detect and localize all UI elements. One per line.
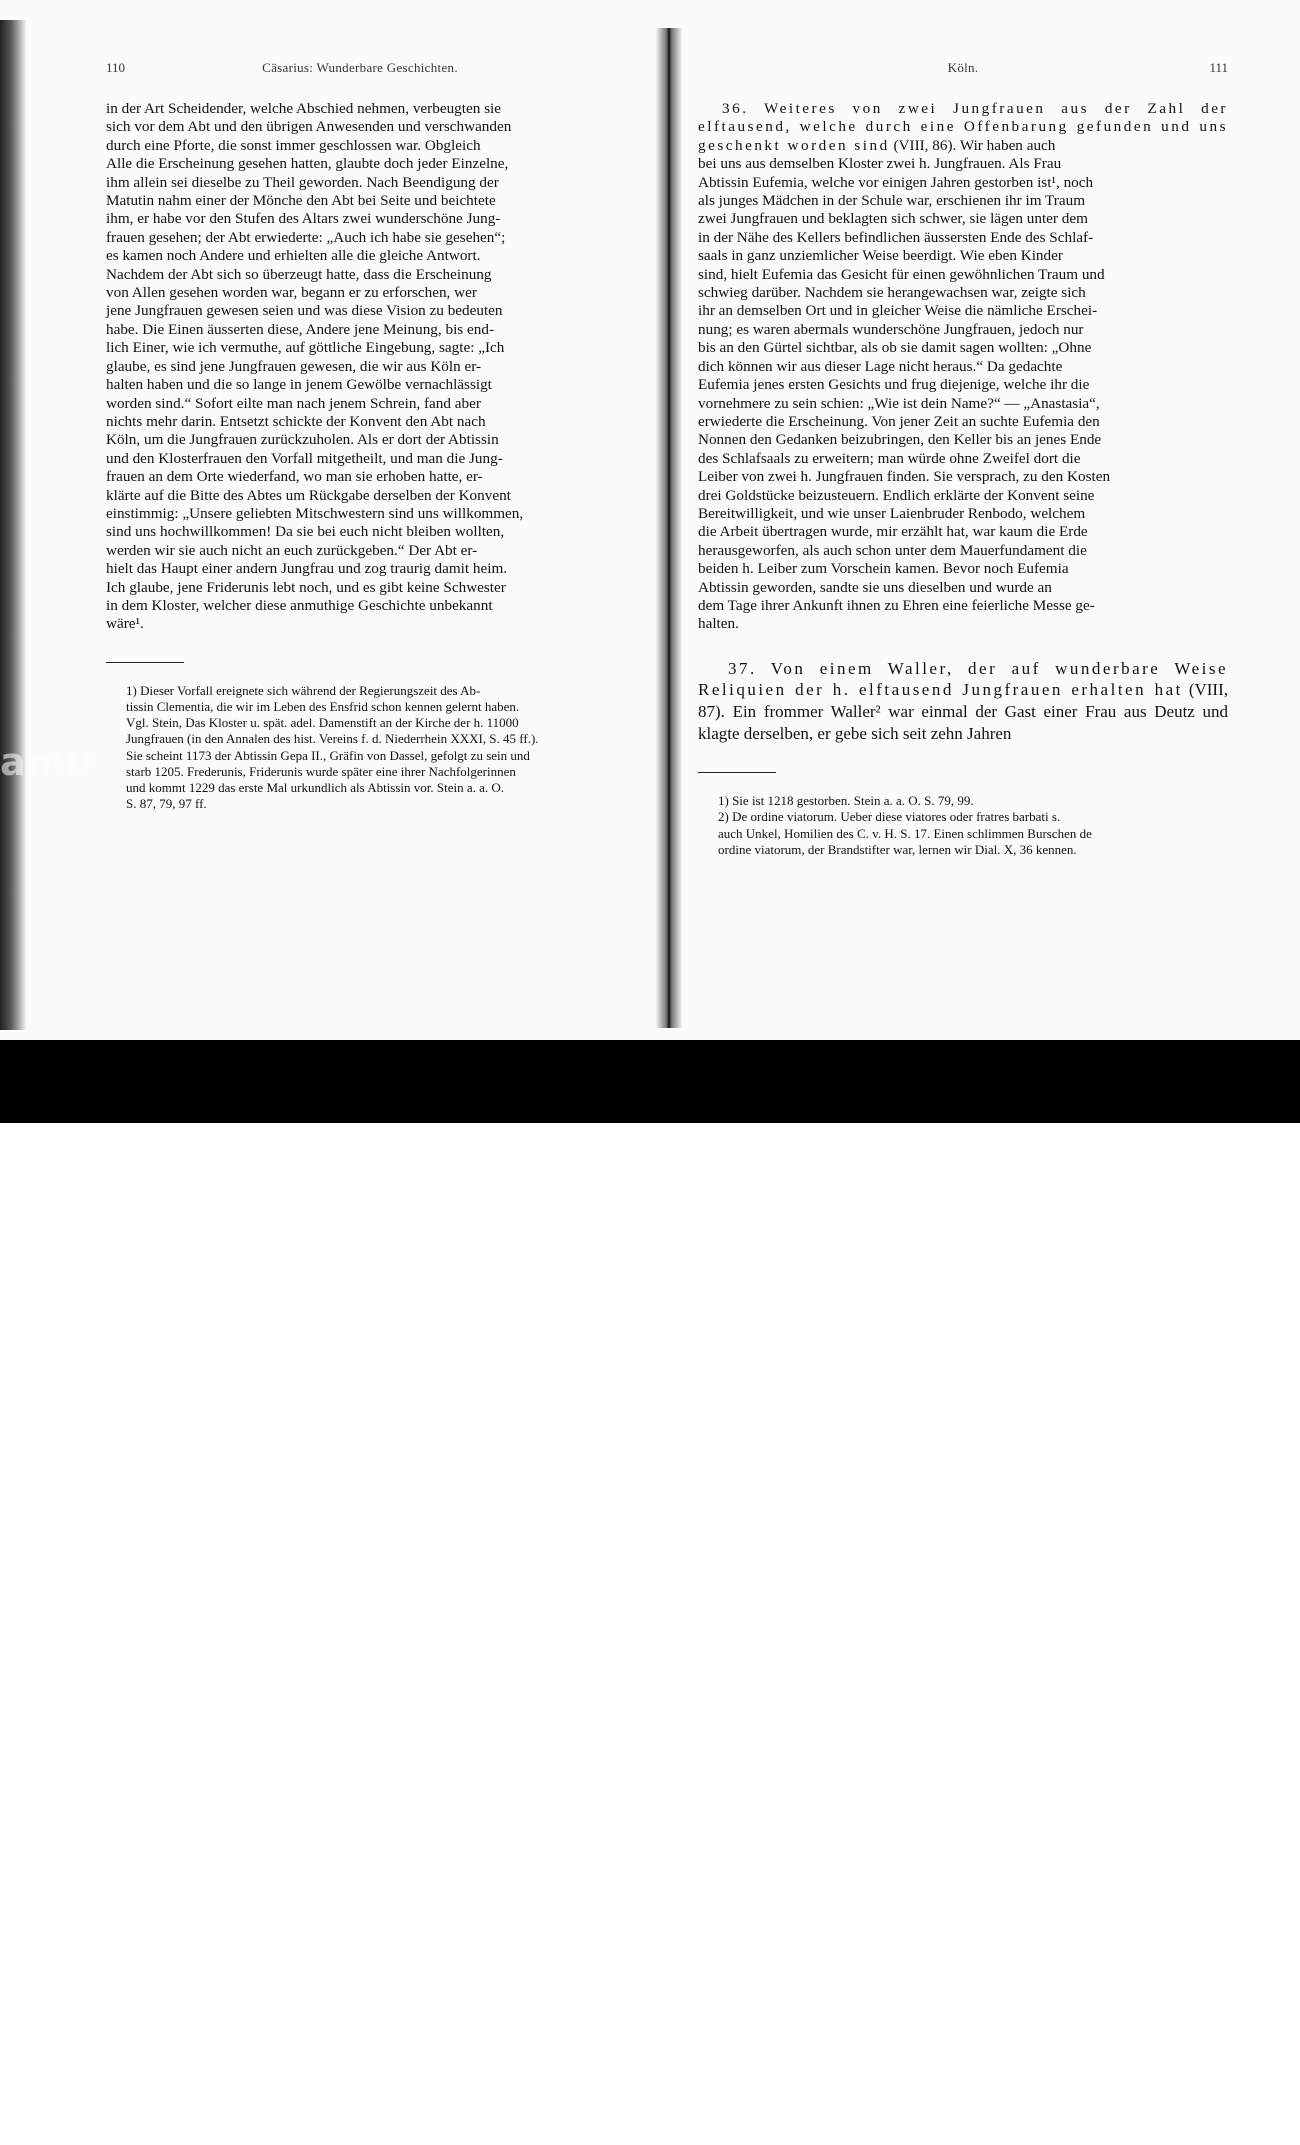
text-line: Köln, um die Jungfrauen zurückzuholen. Als er dort der Abtissin [106,431,499,449]
text-line: und den Klosterfrauen den Vorfall mitgetheilt, und man die Jung- [106,449,503,467]
text-line: Eufemia jenes ersten Gesichts und frug diejenige, welche ihr die [698,376,1090,394]
text-line: ihr an demselben Ort und in gleicher Weise die nämliche Erschei- [698,302,1098,320]
text-line: Nonnen den Gedanken beizubringen, den Keller bis an jenes Ende [698,431,1102,449]
text-line: habe. Die Einen äusserten diese, Andere jene Meinung, bis end- [106,320,494,338]
text-line: jene Jungfrauen gewesen seien und was diese Vision zu bedeuten [106,302,503,320]
text-line: nichts mehr darin. Entsetzt schickte der Konvent den Abt nach [106,412,486,430]
text-line: auch Unkel, Homilien des C. v. H. S. 17. Einen schlimmen Burschen de [718,825,1092,841]
text-line: des Schlafsaals zu erweitern; man würde ohne Zweifel dort die [698,449,1081,467]
book-spread [0,0,1300,1040]
text-line: sich vor dem Abt und den übrigen Anwesenden und verschwanden [106,118,512,136]
text-line: Abtissin geworden, sandte sie uns dieselben und wurde an [698,578,1052,596]
right-body-text [698,155,1228,634]
section-36-first-line: (VIII, 86). Wir haben auch [893,136,1056,154]
text-line: saals in ganz unziemlicher Weise beerdigt. Wie eben Kinder [698,247,1063,265]
running-title: Köln. [947,60,979,75]
text-line: die Arbeit übertragen wurde, mir erzählt hat, war kaum die Erde [698,523,1088,541]
text-line: Ich glaube, jene Friderunis lebt noch, und es gibt keine Schwester [106,578,506,596]
section-37-heading: 37. Von einem Waller, der auf wunderbare Weise Reliquien der h. elftausend Jungfrauen erhalten hat [698,658,1228,700]
text-line: ihm, er habe vor den Stufen des Altars zwei wunderschöne Jung- [106,210,501,228]
text-line: herausgeworfen, als auch schon unter dem Mauerfundament die [698,541,1087,559]
text-line: frauen gesehen; der Abt erwiederte: „Auch ich habe sie gesehen“; [106,228,506,246]
text-line: ihm allein sei dieselbe zu Theil geworden. Nach Beendigung der [106,173,499,191]
section-36 [698,100,1228,155]
text-line: drei Goldstücke beizusteuern. Endlich erklärte der Konvent seine [698,486,1095,504]
text-line: 1) Sie ist 1218 gestorben. Stein a. a. O. S. 79, 99. [718,793,974,809]
text-line: in dem Kloster, welcher diese anmuthige Geschichte unbekannt [106,596,493,614]
text-line: erwiederte die Erscheinung. Von jener Zeit an suchte Eufemia den [698,412,1100,430]
text-line: Jungfrauen (in den Annalen des hist. Vereins f. d. Niederrhein XXXI, S. 45 ff.). [126,731,539,747]
text-line: 2) De ordine viatorum. Ueber diese viatores oder fratres barbati s. [718,809,1061,825]
text-line: Bereitwilligkeit, und wie unser Laienbruder Renbodo, welchem [698,504,1086,522]
image-id: JEBC6N [1188,2120,1278,2145]
text-line: als junges Mädchen in der Schule war, erschienen ihr im Traum [698,192,1086,210]
page-number: 111 [1209,60,1228,75]
book-gutter [656,28,682,1028]
text-line: tissin Clementia, die wir im Leben des Ensfrid schon kennen gelernt haben. [126,698,520,714]
footnote-rule [698,772,776,773]
watermark-bar [0,1040,1300,2145]
text-line: hielt das Haupt einer andern Jungfrau und zog traurig damit heim. [106,560,508,578]
text-line: Abtissin Eufemia, welche vor einigen Jahren gestorben ist¹, noch [698,173,1094,191]
text-line: vornehmere zu sein schien: „Wie ist dein Name?“ — „Anastasia“, [698,394,1100,412]
text-line: ordine viatorum, der Brandstifter war, lernen wir Dial. X, 36 kennen. [718,841,1077,857]
text-line: es kamen noch Andere und erhielten alle die gleiche Antwort. [106,247,481,265]
text-line: nung; es waren abermals wunderschöne Jungfrauen, jedoch nur [698,320,1084,338]
text-line: 1) Dieser Vorfall ereignete sich während der Regierungszeit des Ab- [126,682,481,698]
text-line: durch eine Pforte, die sonst immer geschlossen war. Obgleich [106,136,481,154]
text-line: Leiber von zwei h. Jungfrauen finden. Sie versprach, zu den Kosten [698,468,1111,486]
text-line: sind, hielt Eufemia das Gesicht für einen gewöhnlichen Traum und [698,265,1105,283]
right-page-header [698,58,1228,78]
text-line: Matutin nahm einer der Mönche den Abt bei Seite und beichtete [106,192,496,210]
text-line: bei uns aus demselben Kloster zwei h. Jungfrauen. Als Frau [698,155,1062,173]
text-line: dich können wir aus dieser Lage nicht heraus.“ Da gedachte [698,357,1063,375]
text-line: bis an den Gürtel sichtbar, als ob sie damit sagen wollten: „Ohne [698,339,1092,357]
text-line: zwei Jungfrauen und beklagten sich schwer, sie lägen unter dem [698,210,1088,228]
text-line: Nachdem der Abt sich so überzeugt hatte, dass die Erscheinung [106,265,492,283]
right-footnotes [698,793,1228,858]
section-36-heading: 36. Weiteres von zwei Jungfrauen aus der Zahl der elftausend, welche durch eine Offenbarung gefunden und uns geschenkt worden sind [698,100,1228,154]
text-line: schwieg darüber. Nachdem sie herangewachsen war, zeigte sich [698,284,1086,302]
left-page-header [106,58,614,78]
text-line: sind uns hochwillkommen! Da sie bei euch nicht bleiben wollten, [106,523,505,541]
text-line: worden sind.“ Sofort eilte man nach jenem Schrein, fand aber [106,394,481,412]
text-line: in der Nähe des Kellers befindlichen äussersten Ende des Schlaf- [698,228,1094,246]
text-line: frauen an dem Orte wiederfand, wo man sie erhoben hatte, er- [106,468,483,486]
text-line: lich Einer, wie ich vermuthe, auf göttliche Eingebung, sagte: „Ich [106,339,505,357]
footnote-rule [106,662,184,663]
left-body-text [106,100,614,634]
text-line: dem Tage ihrer Ankunft ihnen zu Ehren eine feierliche Messe ge- [698,596,1095,614]
text-line: starb 1205. Frederunis, Friderunis wurde später eine ihrer Nachfolgerinnen [126,763,516,779]
left-footnotes [106,683,614,813]
text-line: klärte auf die Bitte des Abtes um Rückgabe derselben der Konvent [106,486,511,504]
text-line: von Allen gesehen worden war, begann er zu erforschen, wer [106,284,477,302]
text-line: Sie scheint 1173 der Abtissin Gepa II., Gräfin von Dassel, gefolgt zu sein und [126,747,530,763]
text-line: Vgl. Stein, Das Kloster u. spät. adel. Damenstift an der Kirche der h. 11000 [126,715,519,731]
text-line: und kommt 1229 das erste Mal urkundlich als Abtissin vor. Stein a. a. O. [126,780,505,795]
running-title: Cäsarius: Wunderbare Geschichten. [262,60,458,75]
watermark-text: amu [0,740,93,784]
alamy-logo: alamy [40,2104,157,2145]
text-line: Alle die Erscheinung gesehen hatten, glaubte doch jeder Einzelne, [106,155,509,173]
section-37 [698,658,1228,744]
text-line: halten haben und die so lange in jenem Gewölbe vernachlässigt [106,376,492,394]
page-number: 110 [106,60,126,75]
text-line: einstimmig: „Unsere geliebten Mitschwestern sind uns willkommen, [106,504,524,522]
right-page [698,58,1228,858]
text-line: halten. [698,615,739,633]
text-line: beiden h. Leiber zum Vorschein kamen. Bevor noch Eufemia [698,560,1069,578]
text-line: in der Art Scheidender, welche Abschied nehmen, verbeugten sie [106,100,501,117]
section-37-text: (VIII, 87). Ein frommer Waller² war einmal der Gast einer Frau aus Deutz und klagte derselben, er gebe sich seit zehn Jahren [698,680,1228,743]
text-line: werden wir sie auch nicht an euch zurückgeben.“ Der Abt er- [106,541,478,559]
text-line: glaube, es sind jene Jungfrauen gewesen, die wir aus Köln er- [106,357,482,375]
text-line: S. 87, 79, 97 ff. [126,796,207,812]
page-edge-shadow [0,20,26,1030]
left-page [106,58,614,812]
text-line: wäre¹. [106,615,144,633]
